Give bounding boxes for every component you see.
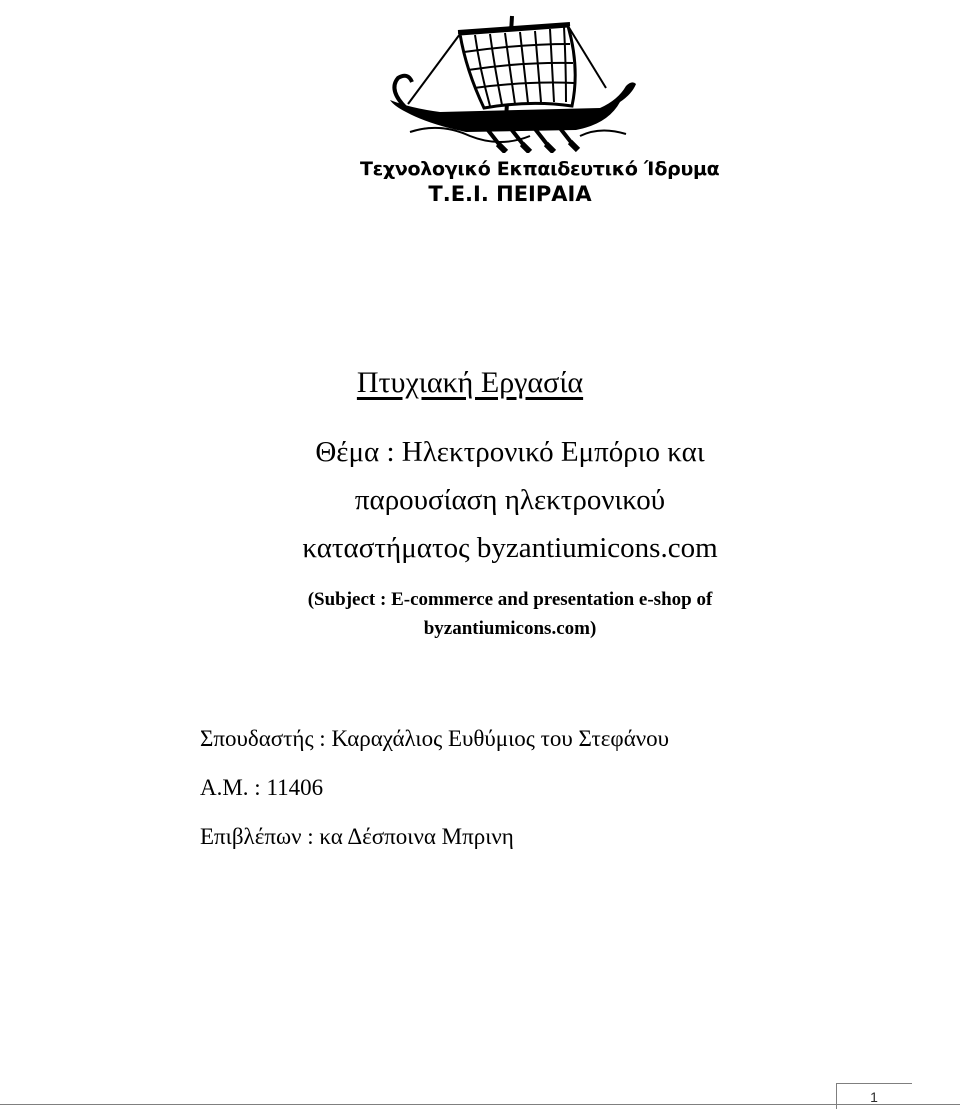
subject-english-line: (Subject : E-commerce and presentation e-shop of (307, 589, 713, 610)
subject-greek-line: παρουσίαση ηλεκτρονικού (354, 484, 666, 516)
institution-name: Τεχνολογικό Εκπαιδευτικό Ίδρυμα (360, 158, 720, 180)
footer-divider (0, 1104, 960, 1105)
student-name: Σπουδαστής : Καραχάλιος Ευθύμιος του Στεφάνου (200, 726, 670, 751)
registration-number: Α.Μ. : 11406 (200, 775, 324, 800)
document-type-heading (0, 366, 960, 400)
supervisor-name: Επιβλέπων : κα Δέσποινα Μπρινη (200, 824, 514, 849)
subject-english-line: byzantiumicons.com) (423, 618, 597, 639)
subject-greek-line: Θέμα : Ηλεκτρονικό Εμπόριο και (315, 436, 705, 468)
subject-english (0, 585, 960, 643)
subject-greek-line: καταστήματος byzantiumicons.com (302, 532, 718, 564)
document-type-text: Πτυχιακή Εργασία (356, 366, 584, 399)
subject-greek (0, 428, 960, 572)
page-number: 1 (870, 1089, 878, 1105)
institution-abbreviation: Τ.Ε.Ι. ΠΕΙΡΑΙΑ (428, 182, 592, 206)
institution-logo (360, 8, 720, 208)
ship-emblem-icon (380, 8, 640, 153)
